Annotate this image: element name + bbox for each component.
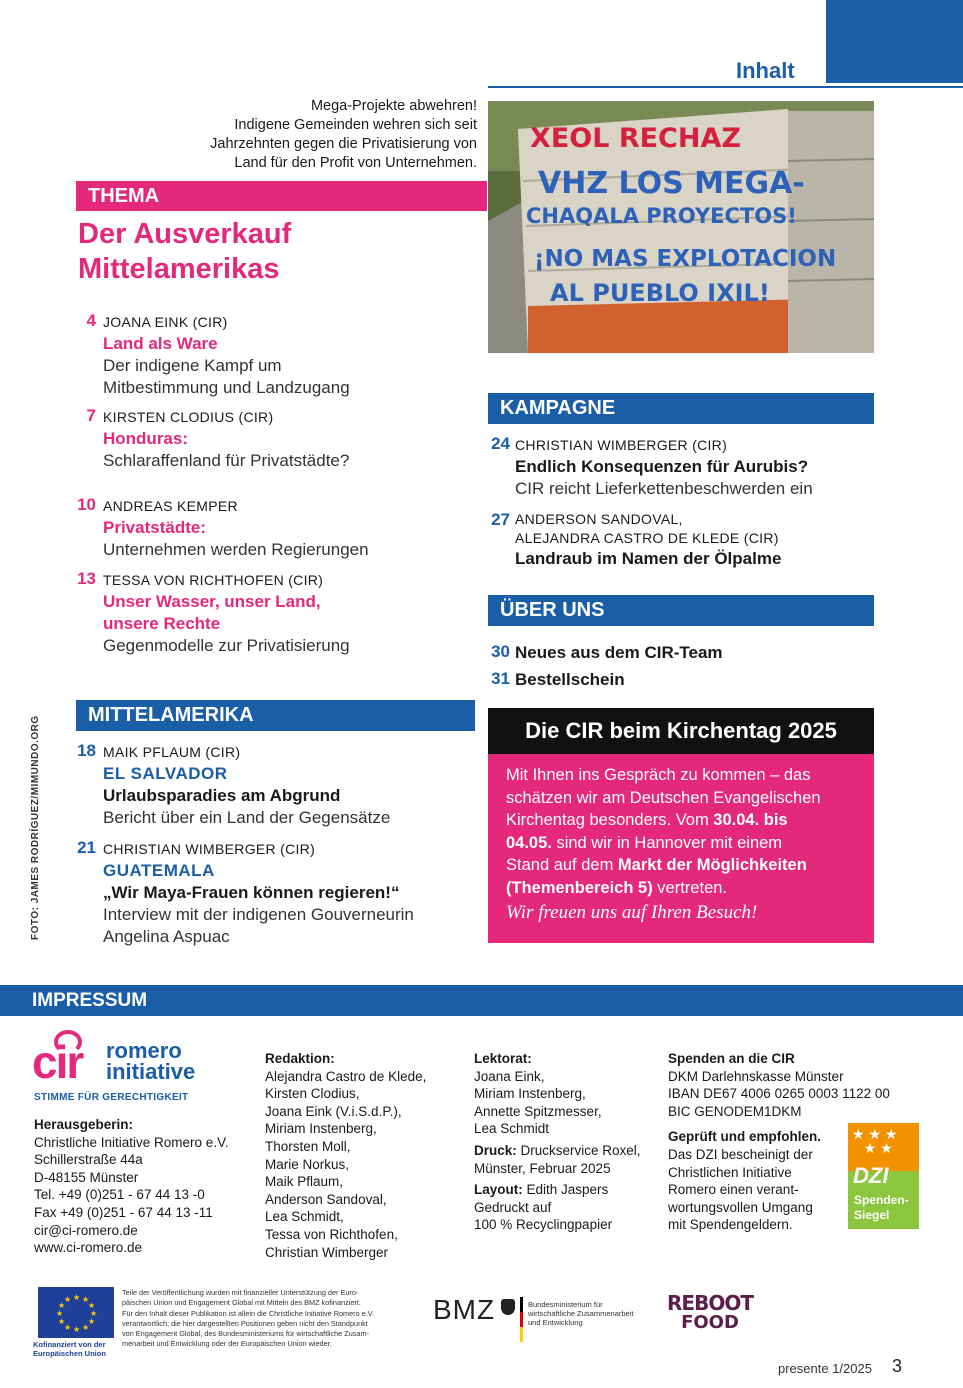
impressum-line: Tessa von Richthofen, (265, 1226, 398, 1242)
page-number: 31 (491, 669, 510, 688)
entry-subtitle: Interview mit der indigenen Gouverneurin (103, 905, 414, 924)
gepr-heading: Geprüft und empfohlen. (668, 1129, 821, 1145)
entry-author: KIRSTEN CLODIUS (CIR) (103, 409, 274, 425)
dzi-sub: Siegel (854, 1208, 890, 1222)
teaser-line: Indigene Gemeinden wehren sich seit (234, 117, 477, 133)
toc-entry[interactable] (486, 642, 886, 664)
svg-text:★: ★ (73, 1293, 81, 1302)
impressum-line: Christlichen Initiative (668, 1164, 792, 1180)
spenden-heading: Spenden an die CIR (668, 1051, 795, 1066)
entry-subtitle: Mitbestimmung und Landzugang (103, 378, 350, 397)
impressum-line: Kirsten Clodius, (265, 1086, 360, 1102)
graffiti-line: VHZ LOS MEGA- (538, 166, 805, 201)
eu-caption-line: Europäischen Union (33, 1349, 106, 1358)
impressum-line: Maik Pflaum, (265, 1174, 344, 1190)
kirchentag-place: (Themenbereich 5) (506, 878, 653, 897)
funding-line: menarbeit und Entwicklung oder der Europäischen Union wieder. (122, 1339, 332, 1349)
impressum-line: Münster, Februar 2025 (474, 1160, 611, 1176)
reboot-line: FOOD (681, 1312, 739, 1333)
header-rule (488, 86, 963, 88)
page-number: 13 (77, 569, 96, 588)
impressum-line: Edith Jaspers (522, 1182, 609, 1198)
thema-bar: THEMA (76, 181, 487, 211)
issue-label: presente 1/2025 (778, 1361, 872, 1376)
svg-text:★: ★ (88, 1317, 96, 1326)
entry-title: Urlaubsparadies am Abgrund (103, 786, 341, 805)
entry-subtitle: Bericht über ein Land der Gegensätze (103, 808, 391, 827)
toc-entry[interactable] (72, 406, 462, 472)
entry-author: CHRISTIAN WIMBERGER (CIR) (515, 437, 728, 453)
page-number: 7 (86, 406, 96, 425)
entry-title: Neues aus dem CIR-Team (515, 643, 723, 662)
svg-text:★: ★ (82, 1323, 90, 1332)
entry-country: GUATEMALA (103, 861, 215, 880)
kirchentag-line: schätzen wir am Deutschen Evangelischen (506, 788, 821, 807)
email-link[interactable]: cir@ci-romero.de (34, 1222, 138, 1238)
page-number: 18 (77, 741, 96, 760)
dzi-seal (848, 1123, 919, 1229)
impressum-line: Christliche Initiative Romero e.V. (34, 1134, 229, 1150)
ueber-uns-bar: ÜBER UNS (488, 595, 874, 626)
entry-subtitle: CIR reicht Lieferkettenbeschwerden ein (515, 479, 813, 498)
dzi-stars-icon: ★ ★ ★ ★ ★ (852, 1126, 898, 1156)
impressum-line: D-48155 Münster (34, 1169, 139, 1185)
impressum-line: Alejandra Castro de Klede, (265, 1068, 427, 1084)
funding-line: verantwortlich; die hier dargestellten Positionen geben nicht den Standpunkt (122, 1318, 368, 1328)
cir-logo-mark: cir (32, 1036, 83, 1088)
svg-text:★: ★ (90, 1309, 98, 1318)
impressum-redaktion (265, 1050, 465, 1261)
photo-teaser (150, 97, 477, 173)
toc-entry[interactable] (72, 495, 462, 561)
herausgeberin-heading: Herausgeberin: (34, 1117, 134, 1132)
impressum-line: mit Spendengeldern. (668, 1217, 793, 1233)
funding-line: Teile der Veröffentlichung wurden mit finanzieller Unterstützung der Euro- (122, 1288, 359, 1297)
cir-logo (30, 1030, 230, 1110)
entry-title: Unser Wasser, unser Land, (103, 592, 321, 611)
bmz-line: Bundesministerium für (528, 1300, 603, 1309)
impressum-line: Tel. +49 (0)251 - 67 44 13 -0 (34, 1187, 205, 1203)
page-number: 4 (86, 311, 96, 330)
entry-author: ANDERSON SANDOVAL, (515, 511, 683, 527)
reboot-line: REBOOT (667, 1291, 753, 1315)
entry-title: Land als Ware (103, 334, 218, 353)
impressum-line: Fax +49 (0)251 - 67 44 13 -11 (34, 1204, 213, 1220)
page-number: 10 (77, 495, 96, 514)
page-number-footer: 3 (892, 1356, 903, 1376)
entry-country: EL SALVADOR (103, 764, 228, 783)
impressum-line: Schillerstraße 44a (34, 1152, 143, 1168)
cir-logo-swirl-icon (54, 1030, 82, 1054)
funding-line: von Engagement Global, des Bundesministeriums für wirtschaftliche Zusam- (122, 1329, 369, 1339)
kirchentag-place: Markt der Möglichkeiten (617, 856, 807, 875)
entry-subtitle: Der indigene Kampf um (103, 356, 282, 375)
kirchentag-line: Stand auf dem (506, 856, 618, 875)
eu-caption (33, 1340, 106, 1358)
impressum-line: Romero einen verant- (668, 1182, 799, 1198)
page-number: 27 (491, 510, 510, 529)
svg-text:★: ★ (58, 1301, 66, 1310)
kirchentag-line: Mit Ihnen ins Gespräch zu kommen – das (506, 766, 811, 784)
redaktion-heading: Redaktion: (265, 1051, 335, 1066)
druck-label: Druck: (474, 1142, 517, 1158)
eagle-icon (501, 1299, 515, 1315)
entry-author: MAIK PFLAUM (CIR) (103, 744, 241, 760)
entry-author: CHRISTIAN WIMBERGER (CIR) (103, 841, 316, 857)
headline-line: Mittelamerikas (78, 253, 280, 285)
cir-logo-line1: romero (106, 1038, 182, 1063)
graffiti-line: ¡NO MAS EXPLOTACION (534, 246, 837, 272)
svg-text:★: ★ (58, 1317, 66, 1326)
reboot-food-logo (660, 1292, 760, 1332)
kirchentag-line: sind wir in Hannover mit einem (551, 833, 783, 852)
dzi-sub: Spenden- (854, 1193, 909, 1207)
mittelamerika-bar: MITTELAMERIKA (76, 700, 475, 731)
page-number: 21 (77, 838, 96, 857)
bmz-line: und Entwicklung (528, 1318, 583, 1327)
toc-entry[interactable] (72, 838, 472, 948)
bmz-logo: BMZ (433, 1294, 496, 1325)
impressum-line: Joana Eink (V.i.S.d.P.), (265, 1103, 402, 1119)
entry-author: TESSA VON RICHTHOFEN (CIR) (103, 572, 324, 588)
svg-text:★: ★ (56, 1309, 64, 1318)
graffiti-line: XEOL RECHAZ (530, 123, 741, 154)
bmz-line: wirtschaftliche Zusammenarbeit (528, 1309, 634, 1318)
eu-flag (38, 1287, 114, 1338)
teaser-line: Jahrzehnten gegen die Privatisierung von (210, 136, 477, 152)
entry-subtitle: Schlaraffenland für Privatstädte? (103, 451, 350, 470)
impressum-line: Christian Wimberger (265, 1244, 389, 1260)
entry-author: ALEJANDRA CASTRO DE KLEDE (CIR) (515, 530, 779, 546)
entry-subtitle: Unternehmen werden Regierungen (103, 540, 369, 559)
kirchentag-date: 04.05. (506, 833, 552, 852)
impressum-line: Miriam Instenberg, (265, 1121, 377, 1137)
entry-title: „Wir Maya-Frauen können regieren!“ (103, 883, 400, 902)
entry-title: Bestellschein (515, 670, 625, 689)
impressum-line: Lea Schmidt (474, 1121, 550, 1137)
corner-block (826, 0, 963, 83)
page-number: 24 (491, 434, 510, 453)
website-link[interactable]: www.ci-romero.de (34, 1240, 143, 1256)
graffiti-line: AL PUEBLO IXIL! (550, 279, 770, 307)
toc-entry[interactable] (486, 434, 886, 500)
photo-illustration (488, 101, 874, 353)
impressum-line: Das DZI bescheinigt der (668, 1146, 813, 1162)
kirchentag-box (488, 754, 874, 943)
funding-line: Für den Inhalt dieser Publikation ist allein die Christliche Initiative Romero e.V. (122, 1308, 375, 1318)
graffiti-line: CHAQALA PROYECTOS! (526, 204, 797, 228)
impressum-line: Marie Norkus, (265, 1156, 350, 1172)
bic: BIC GENODEM1DKM (668, 1103, 802, 1119)
impressum-line: Anderson Sandoval, (265, 1191, 387, 1207)
entry-title: Landraub im Namen der Ölpalme (515, 549, 782, 568)
impressum-line: Miriam Instenberg, (474, 1086, 586, 1102)
kirchentag-date: 30.04. bis (713, 811, 788, 830)
photo-credit: FOTO: JAMES RODRÍGUEZ/MIMUNDO.ORG (30, 715, 41, 940)
iban: IBAN DE67 4006 0265 0003 1122 00 (668, 1086, 890, 1102)
lektorat-heading: Lektorat: (474, 1051, 532, 1066)
entry-author: JOANA EINK (CIR) (103, 314, 228, 330)
thema-headline (78, 217, 291, 287)
dzi-label: DZI (853, 1163, 889, 1188)
section-title: Inhalt (736, 58, 795, 83)
kirchentag-heading: Die CIR beim Kirchentag 2025 (488, 708, 874, 754)
entry-title: Endlich Konsequenzen für Aurubis? (515, 457, 809, 476)
impressum-label: IMPRESSUM (32, 990, 148, 1011)
headline-line: Der Ausverkauf (78, 218, 292, 250)
impressum-line: Thorsten Moll, (265, 1138, 351, 1154)
impressum-line: Druckservice Roxel, (516, 1142, 641, 1158)
funding-notice (122, 1288, 422, 1350)
impressum-lektorat (474, 1050, 664, 1234)
bmz-text (528, 1300, 633, 1327)
svg-text:★: ★ (88, 1301, 96, 1310)
svg-text:★: ★ (64, 1323, 72, 1332)
layout-label: Layout: (474, 1182, 523, 1198)
impressum-line: DKM Darlehnskasse Münster (668, 1068, 844, 1084)
impressum-line: Joana Eink, (474, 1068, 545, 1084)
impressum-line: Lea Schmidt, (265, 1209, 344, 1225)
entry-title: Privatstädte: (103, 518, 206, 537)
page-number: 30 (491, 642, 510, 661)
entry-subtitle: Gegenmodelle zur Privatisierung (103, 636, 350, 655)
eu-caption-line: Kofinanziert von der (33, 1340, 106, 1349)
funding-line: päischen Union und Engagement Global mit Mitteln des BMZ kofinanziert. (122, 1298, 361, 1308)
entry-author: ANDREAS KEMPER (103, 498, 238, 514)
eu-stars-icon (38, 1287, 114, 1338)
kampagne-bar: KAMPAGNE (488, 393, 874, 424)
toc-entry[interactable] (486, 669, 886, 691)
teaser-line: Land für den Profit von Unternehmen. (234, 155, 477, 171)
impressum-line: Annette Spitzmesser, (474, 1103, 602, 1119)
svg-text:★: ★ (82, 1295, 90, 1304)
entry-title: unsere Rechte (103, 614, 221, 633)
svg-text:★: ★ (73, 1325, 81, 1334)
toc-entry[interactable] (72, 741, 472, 829)
impressum-line: wortungsvollen Umgang (668, 1199, 813, 1215)
cover-photo (488, 101, 874, 353)
teaser-line: Mega-Projekte abwehren! (310, 98, 477, 114)
toc-entry[interactable] (72, 569, 462, 657)
impressum-bar (0, 985, 963, 1016)
impressum-line: Gedruckt auf (474, 1199, 552, 1215)
impressum-herausgeberin (34, 1116, 264, 1257)
entry-subtitle: Angelina Aspuac (103, 927, 230, 946)
kirchentag-line: Kirchentag besonders. Vom (506, 811, 714, 830)
svg-text:★: ★ (64, 1295, 72, 1304)
entry-title: Honduras: (103, 429, 188, 448)
cir-logo-tagline: STIMME FÜR GERECHTIGKEIT (34, 1092, 189, 1103)
cir-logo-line2: initiative (106, 1059, 196, 1084)
toc-entry[interactable] (486, 510, 886, 570)
toc-entry[interactable] (72, 311, 462, 399)
kirchentag-line: vertreten. (652, 878, 728, 897)
flag-stripe (520, 1297, 523, 1342)
impressum-line: 100 % Recyclingpapier (474, 1217, 613, 1233)
kirchentag-closing: Wir freuen uns auf Ihren Besuch! (506, 901, 758, 923)
